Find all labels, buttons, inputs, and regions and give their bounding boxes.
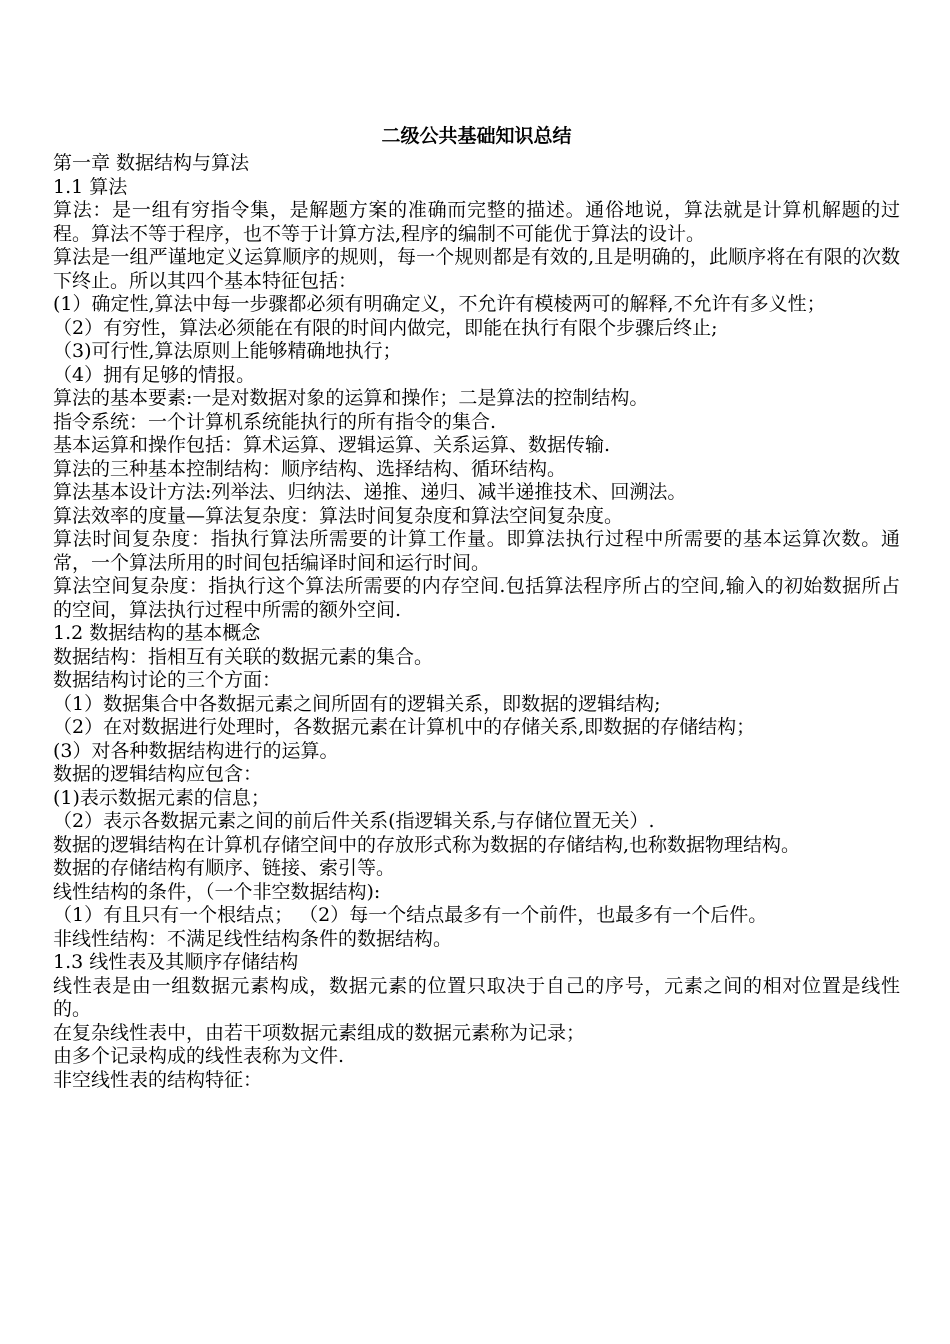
paragraph: 非线性结构：不满足线性结构条件的数据结构。 bbox=[53, 927, 453, 950]
paragraph: 基本运算和操作包括：算术运算、逻辑运算、关系运算、数据传输. bbox=[53, 434, 611, 456]
paragraph: 非空线性表的结构特征： bbox=[53, 1068, 263, 1091]
paragraph: 指令系统：一个计算机系统能执行的所有指令的集合. bbox=[53, 410, 497, 433]
paragraph: 由多个记录构成的线性表称为文件. bbox=[53, 1045, 345, 1067]
paragraph: （4）拥有足够的情报。 bbox=[53, 363, 256, 386]
paragraph: 算法：是一组有穷指令集，是解题方案的准确而完整的描述。通俗地说，算法就是计算机解题的过程。算法不等于程序，也不等于计算方法,程序的编制不可能优于算法的设计。 bbox=[53, 199, 900, 245]
paragraph: （2）在对数据进行处理时，各数据元素在计算机中的存储关系,即数据的存储结构； bbox=[53, 716, 756, 738]
paragraph: 数据的逻辑结构在计算机存储空间中的存放形式称为数据的存储结构,也称数据物理结构。 bbox=[53, 833, 801, 856]
paragraph: 算法效率的度量—算法复杂度：算法时间复杂度和算法空间复杂度。 bbox=[53, 504, 624, 527]
paragraph: (1）确定性,算法中每一步骤都必须有明确定义，不允许有模棱两可的解释,不允许有多义性； bbox=[53, 293, 826, 315]
paragraph: 数据结构：指相互有关联的数据元素的集合。 bbox=[53, 645, 434, 668]
paragraph: 算法时间复杂度：指执行算法所需要的计算工作量。即算法执行过程中所需要的基本运算次数。通常，一个算法所用的时间包括编译时间和运行时间。 bbox=[53, 528, 900, 574]
paragraph: （1）数据集合中各数据元素之间所固有的逻辑关系，即数据的逻辑结构; bbox=[53, 692, 661, 715]
paragraph: 第一章 数据结构与算法 bbox=[53, 152, 250, 174]
paragraph: 1.1 算法 bbox=[53, 175, 128, 198]
paragraph: 数据的逻辑结构应包含： bbox=[53, 763, 263, 785]
paragraph: 算法的基本要素:一是对数据对象的运算和操作；二是算法的控制结构。 bbox=[53, 387, 649, 409]
paragraph: 1.3 线性表及其顺序存储结构 bbox=[53, 951, 299, 973]
paragraph: 线性结构的条件，（一个非空数据结构): bbox=[53, 880, 381, 903]
paragraph: 算法是一组严谨地定义运算顺序的规则，每一个规则都是有效的,且是明确的，此顺序将在有限的次数下终止。所以其四个基本特征包括： bbox=[53, 246, 900, 292]
page-title: 二级公共基础知识总结 bbox=[381, 125, 572, 147]
paragraph: （2）有穷性，算法必须能在有限的时间内做完，即能在执行有限个步骤后终止; bbox=[53, 316, 718, 339]
paragraph: 算法的三种基本控制结构：顺序结构、选择结构、循环结构。 bbox=[53, 457, 567, 480]
paragraph: （2）表示各数据元素之间的前后件关系(指逻辑关系,与存储位置无关）. bbox=[53, 810, 655, 832]
document-body bbox=[53, 152, 900, 1092]
paragraph: 数据的存储结构有顺序、链接、索引等。 bbox=[53, 857, 396, 879]
paragraph: (3）对各种数据结构进行的运算。 bbox=[53, 739, 339, 762]
paragraph: (1)表示数据元素的信息； bbox=[53, 786, 270, 809]
paragraph: 在复杂线性表中，由若干项数据元素组成的数据元素称为记录； bbox=[53, 1021, 586, 1044]
paragraph: 数据结构讨论的三个方面： bbox=[53, 669, 282, 691]
paragraph: 算法空间复杂度：指执行这个算法所需要的内存空间.包括算法程序所占的空间,输入的初始数据所占的空间，算法执行过程中所需的额外空间. bbox=[53, 575, 900, 621]
paragraph: （1）有且只有一个根结点； （2）每一个结点最多有一个前件，也最多有一个后件。 bbox=[53, 904, 768, 926]
document-page bbox=[53, 120, 900, 1092]
paragraph: 算法基本设计方法:列举法、归纳法、递推、递归、减半递推技术、回溯法。 bbox=[53, 481, 687, 503]
paragraph: 线性表是由一组数据元素构成，数据元素的位置只取决于自己的序号，元素之间的相对位置是线性的。 bbox=[53, 974, 900, 1020]
paragraph: 1.2 数据结构的基本概念 bbox=[53, 622, 261, 644]
paragraph: （3)可行性,算法原则上能够精确地执行； bbox=[53, 340, 402, 362]
